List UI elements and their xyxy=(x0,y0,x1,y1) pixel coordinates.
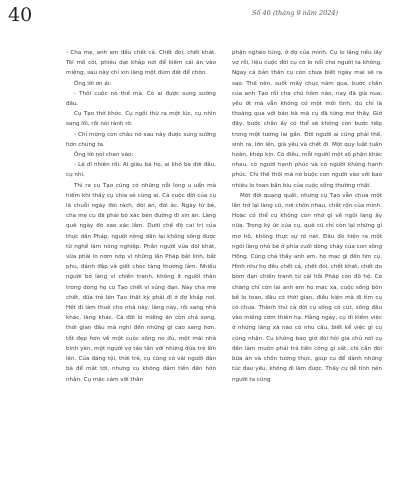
paragraph: Ông lời ơn ái: xyxy=(74,80,112,87)
paragraph: Thì ra cụ Tạo cũng có những nỗi lòng u uẩn mà hiếm khi thấy cụ chia sẻ cùng ai. Cả cuộc đời của cụ là chuỗi ngày đói rách, đói ăn, đói ác. Ngày từ bé, cha mẹ cụ đã phải bỏ xác bên đường đi xin ăn. Làng quê ngày đó xao xác lắm. Dưới chế độ cai trị của thực dân Pháp, người nông dân lại không sống được từ nghề làm nông nghiệp. Phần người vừa đói khát, vừa phải lo nơm nớp vì những lần Pháp bắt lính, bắt phu, đánh đập và giết chóc tàng thương lắm. Nhiều người bỏ làng vì chiến tranh, không ít người thân trong dòng họ cụ Tạo chết vì súng đạn. Nay cha mẹ chết, đứa trẻ lên Tạo thất kỳ phải đi ở đợ khắp nơi. Hết đi làm thuê cho nhà này, làng này, rồi sang nhà khác, làng khác. Cả đời lo miếng ăn còn chả xong, thời gian đâu mà nghĩ đến những gì cao sang hơn, tốt đẹp hơn về một cuộc sống no đủ, một mái nhà bình yên, một người vợ tảo tần với những đứa trẻ lớn lên. Của đáng tội, thời trẻ, cụ cũng có vài người đàn bà để mắt tới, nhưng cụ không dám tiến đến hôn nhân. Cụ mặc cảm với thân xyxy=(66,182,216,383)
paragraph: - Chỉ mong con cháu nó sau này được sung sướng hơn chúng ta. xyxy=(66,131,216,148)
paragraph: - Thôi cuộc nó thế mà. Có ai được sung sướng đâu. xyxy=(66,90,216,108)
paragraph: Ông lời nói chen vào: xyxy=(74,152,134,159)
paragraph: - Lệ dĩ nhiên rồi. Ai giàu ba họ, ai khó ba đời đâu, cụ nhỉ. xyxy=(66,162,216,179)
article-column-left xyxy=(66,48,216,385)
page-number: 40 xyxy=(8,4,33,26)
article-column-right xyxy=(232,48,382,385)
paragraph: Một đời quạng quất, nhưng cụ Tạo vẫn chưa một lần trở lại làng cũ, nơi chôn nhau, chất rốn của mình. Hoặc có thể cụ không còn nhớ gì về ngôi làng ấy nữa. Trong ký ức của cụ, quê cũ chỉ còn lại những gì mơ hồ, không thực sự rõ nét. Đâu đó hiện ra một ngôi làng nhỏ bé ở phía cuối dòng chảy của con sông Hồng. Cũng chả thấy anh em, họ mạc gì đến tìm cụ. Hình như họ đều chết cả, chết đói, chết khát, chết do bom đạn chiến tranh từ cái hồi Pháp còn đô hộ. Có chăng chỉ còn lại anh em họ mạc xa, cuộc sống bôn bề lo toan, đâu có thời gian, điều kiện mà đi tìm cụ có chưa. Thành thử cả đời cụ sống cô cút, sống đâu vào miếng cơm thiên hạ. Hằng ngày, cụ đi kiếm việc ở những làng xã nào có nhu cầu, biết kể việc gì cụ cũng nhận. Cụ không bao giờ đòi hỏi gia chủ nơi cụ đến làm muôn phải trả tiền công gì sất, chỉ cần đòi bữa ăn và chốn tương thực, giúp cụ để dành những túc đau yếu, không đi làm được. Thấy cụ dễ tính nên người ta cũng xyxy=(232,192,382,383)
issue-label: Số 40 (tháng 9 năm 2024) xyxy=(252,9,339,17)
paragraph: phận nghèo túng, ở đợ của mình. Cụ lo lắng nếu lấy vợ rồi, liệu cuộc đời cụ có lo nổi cho người ta không. Ngay cả bản thân cụ còn chưa biết ngày mai sẽ ra sao. Thế nên, suốt mấy chục năm qua, bước chân của anh Tạo rồi cha chú hôm nào, nay đã già nua, yếu ớt mà vẫn không có một mối tình, dù chỉ là thoáng qua với bản bà mà cụ đã từng mơ thấy. Giờ đây, bước chân ấy có thể sẽ không còn bước tiếp trong một tương lai gần. Đời người ai cũng phải thế, sinh ra, lớn lên, già yếu và chết đi. Một quy luật tuần hoàn, khép kín. Có điều, mỗi người một số phận khác nhau, có người hạnh phúc và có người không hạnh phúc. Chỉ thế thôi mà nó buộc con người vào với bao nhiêu lo toan bận bịu của cuộc sống thường nhật. xyxy=(232,50,382,189)
paragraph: - Cha mẹ, anh em đều chết cả. Chết đói, chết khát. Tôi mồ côi, phiêu dạt khắp nơi để kiếm cái ăn vào miệng, sau này chỉ xin làng một dúm đất để chôn. xyxy=(66,50,216,77)
paragraph: Cụ Tạo thở khóc. Cụ ngồi thừ ra một lúc, cụ nhìn sang lối, rồi nói rành rõ: xyxy=(66,111,216,128)
